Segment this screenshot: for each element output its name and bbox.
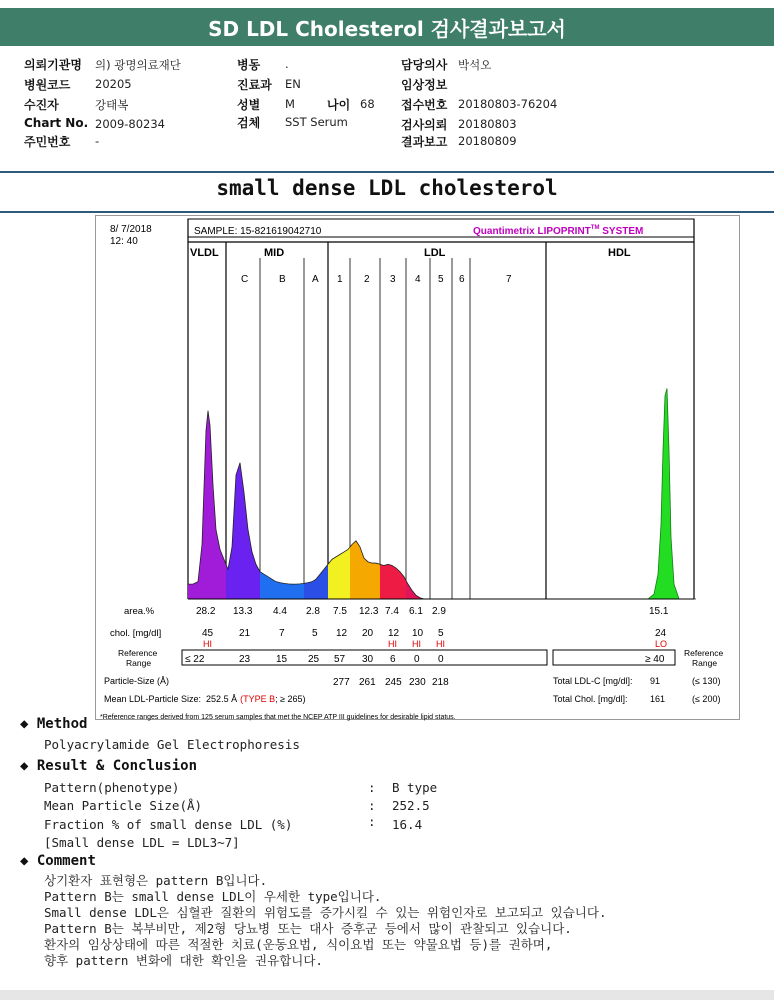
area-label: area.% — [124, 606, 155, 617]
particle-value: 277 — [333, 677, 350, 688]
chol-flag: HI — [203, 639, 212, 649]
comment-heading — [20, 853, 96, 869]
divider-bottom — [0, 211, 774, 213]
section-title: small dense LDL cholesterol — [216, 176, 558, 200]
area-row — [196, 606, 669, 617]
ref-value: 15 — [276, 654, 288, 665]
profile-outline — [188, 411, 696, 599]
sex-value: M — [285, 97, 295, 111]
patient-value: 강태복 — [95, 98, 129, 112]
ref-label-2: Range — [126, 658, 152, 668]
profile-vldl — [188, 411, 226, 599]
mean-size-line — [104, 694, 306, 704]
band-1: 1 — [337, 274, 343, 285]
report-body — [0, 714, 774, 994]
chart-no-label: Chart No. — [24, 116, 89, 130]
particle-value: 261 — [359, 677, 376, 688]
brand-suffix: SYSTEM — [599, 226, 644, 237]
brand-tm: TM — [590, 225, 600, 231]
brand-name: Quantimetrix LIPOPRINT — [473, 226, 591, 237]
ref-value: 0 — [414, 654, 420, 665]
ref-label-right-1: Reference — [684, 648, 724, 658]
dept-value: EN — [285, 77, 301, 91]
divider-top — [0, 171, 774, 173]
code-label: 병원코드 — [24, 78, 71, 92]
chart-brand — [473, 225, 643, 237]
area-value: 7.4 — [385, 606, 399, 617]
chol-value: 20 — [362, 628, 374, 639]
comment-line: Pattern B는 small dense LDL이 우세한 type입니다. — [44, 889, 382, 904]
area-value: 28.2 — [196, 606, 216, 617]
total-ldl-ref: (≤ 130) — [692, 676, 721, 686]
band-a: A — [312, 274, 319, 285]
area-value: 6.1 — [409, 606, 423, 617]
lipoprint-svg — [96, 216, 741, 721]
receipt-value: 20180803-76204 — [458, 97, 558, 111]
group-vldl: VLDL — [190, 247, 219, 259]
result-report-value: 20180809 — [458, 134, 517, 148]
total-chol-label: Total Chol. [mg/dl]: — [553, 694, 628, 704]
hospital-value: 의) 광명의료재단 — [95, 58, 181, 72]
band-b: B — [279, 274, 286, 285]
area-value: 7.5 — [333, 606, 347, 617]
group-mid: MID — [264, 247, 285, 259]
chol-row — [202, 628, 667, 639]
diamond-icon: ◆ — [20, 853, 29, 869]
comment-line: 환자의 임상상태에 따른 적절한 치료(운동요법, 식이요법 또는 약물요법 등)를 권하며, — [44, 937, 553, 952]
chol-value: 5 — [312, 628, 318, 639]
band-6: 6 — [459, 274, 465, 285]
chart-time: 12: 40 — [110, 236, 138, 247]
ref-value: 57 — [334, 654, 346, 665]
area-value-hdl: 15.1 — [649, 606, 669, 617]
chol-value: 5 — [438, 628, 444, 639]
chol-flag: HI — [412, 639, 421, 649]
chol-label: chol. [mg/dl] — [110, 628, 162, 639]
hospital-label: 의뢰기관명 — [24, 58, 82, 72]
total-ldl-value: 91 — [650, 676, 661, 686]
age-label: 나이 — [327, 98, 351, 112]
particle-value: 230 — [409, 677, 426, 688]
chol-value: 45 — [202, 628, 214, 639]
chart-date: 8/ 7/2018 — [110, 224, 152, 235]
doctor-label: 담당의사 — [401, 58, 448, 72]
colon: : — [368, 780, 376, 795]
footer-strip — [0, 990, 774, 1000]
patient-info — [0, 50, 774, 162]
band-4: 4 — [415, 274, 421, 285]
specimen-value: SST Serum — [285, 115, 348, 129]
ref-value-hdl: ≥ 40 — [645, 654, 665, 665]
group-ldl: LDL — [424, 247, 446, 259]
doctor-value: 박석오 — [458, 58, 492, 72]
fraction-label: Fraction % of small dense LDL (%) — [44, 817, 293, 832]
report-title: SD LDL Cholesterol 검사결과보고서 — [0, 8, 774, 46]
ward-label: 병동 — [237, 58, 261, 72]
ref-value: 30 — [362, 654, 374, 665]
chart-no-value: 2009-80234 — [95, 117, 165, 131]
comment-heading-text: Comment — [36, 853, 96, 869]
chol-flag-hdl: LO — [655, 639, 668, 649]
comment-line: 향후 pattern 변화에 대한 확인을 권유합니다. — [44, 953, 323, 968]
comment-line: Pattern B는 복부비만, 제2형 당뇨병 또는 대사 증후군 등에서 많이 관찰되고 있습니다. — [44, 921, 572, 936]
particle-value: 245 — [385, 677, 402, 688]
area-value: 13.3 — [233, 606, 253, 617]
profile-layer — [188, 388, 696, 599]
ref-value: ≤ 22 — [185, 654, 205, 665]
fraction-value: 16.4 — [392, 817, 423, 832]
band-5: 5 — [438, 274, 444, 285]
request-label: 검사의뢰 — [401, 118, 448, 132]
diamond-icon: ◆ — [20, 758, 29, 774]
chol-value: 21 — [239, 628, 251, 639]
colon: : — [368, 798, 376, 813]
band-7: 7 — [506, 274, 512, 285]
chol-flag: HI — [436, 639, 445, 649]
group-hdl: HDL — [608, 247, 631, 259]
profile-ldl2 — [350, 541, 380, 599]
age-value: 68 — [360, 97, 375, 111]
profile-hdl — [648, 388, 679, 599]
id-label: 주민번호 — [24, 135, 71, 149]
band-3: 3 — [390, 274, 396, 285]
clinical-label: 임상정보 — [401, 78, 448, 92]
area-value: 2.8 — [306, 606, 320, 617]
patient-label: 수진자 — [24, 98, 59, 112]
chol-value: 12 — [388, 628, 400, 639]
area-value: 12.3 — [359, 606, 379, 617]
total-ldl-label: Total LDL-C [mg/dl]: — [553, 676, 633, 686]
pattern-value: B type — [392, 780, 438, 795]
diamond-icon: ◆ — [20, 716, 29, 732]
size-label: Mean Particle Size(Å) — [44, 798, 203, 813]
pattern-label: Pattern(phenotype) — [44, 780, 180, 795]
band-c: C — [241, 274, 249, 285]
particle-label: Particle-Size (Å) — [104, 676, 170, 686]
result-heading-text: Result & Conclusion — [36, 758, 198, 774]
area-value: 4.4 — [273, 606, 287, 617]
comment-line: 상기환자 표현형은 pattern B입니다. — [44, 873, 268, 888]
mean-value: 252.5 Å — [206, 694, 238, 704]
mean-limit: ; ≥ 265) — [275, 694, 306, 704]
ref-value: 6 — [390, 654, 396, 665]
mean-type: (TYPE B — [240, 694, 276, 704]
profile-mid-a — [304, 564, 328, 599]
area-value: 2.9 — [432, 606, 446, 617]
ward-value: . — [285, 57, 289, 71]
chart-sample: SAMPLE: 15-821619042710 — [194, 226, 322, 237]
ref-value: 0 — [438, 654, 444, 665]
comment-line: Small dense LDL은 심혈관 질환의 위험도를 증가시킬 수 있는 위험인자로 보고되고 있습니다. — [44, 905, 607, 920]
sex-label: 성별 — [237, 98, 261, 112]
lipoprint-chart — [95, 215, 740, 720]
code-value: 20205 — [95, 77, 132, 91]
chart-footnote: *Reference ranges derived from 125 serum samples that met the NCEP ATP III guidelines for desirable lipid status. — [100, 714, 456, 721]
particle-value: 218 — [432, 677, 449, 688]
request-value: 20180803 — [458, 117, 517, 131]
ref-row — [185, 654, 665, 665]
receipt-label: 접수번호 — [401, 98, 448, 112]
mean-label: Mean LDL-Particle Size: — [104, 694, 202, 704]
size-value: 252.5 — [392, 798, 430, 813]
particle-row — [333, 677, 449, 688]
band-2: 2 — [364, 274, 370, 285]
total-chol-value: 161 — [650, 694, 666, 704]
dept-label: 진료과 — [237, 78, 272, 92]
method-heading — [20, 716, 87, 732]
result-heading — [20, 758, 197, 774]
chol-value: 10 — [412, 628, 424, 639]
chol-value-hdl: 24 — [655, 628, 667, 639]
ref-label-1: Reference — [118, 648, 158, 658]
id-value: - — [95, 134, 100, 148]
flag-row — [203, 639, 667, 649]
ref-value: 23 — [239, 654, 251, 665]
method-text: Polyacrylamide Gel Electrophoresis — [44, 737, 300, 752]
profile-ldl3 — [380, 564, 406, 599]
specimen-label: 검체 — [237, 116, 261, 130]
colon: : — [368, 814, 376, 829]
ref-label-right-2: Range — [692, 658, 718, 668]
chol-flag: HI — [388, 639, 397, 649]
method-heading-text: Method — [36, 716, 88, 732]
result-report-label: 결과보고 — [401, 135, 448, 149]
ref-value: 25 — [308, 654, 320, 665]
chol-value: 12 — [336, 628, 348, 639]
total-chol-ref: (≤ 200) — [692, 694, 721, 704]
fraction-note: [Small dense LDL = LDL3~7] — [44, 835, 240, 850]
chol-value: 7 — [279, 628, 285, 639]
